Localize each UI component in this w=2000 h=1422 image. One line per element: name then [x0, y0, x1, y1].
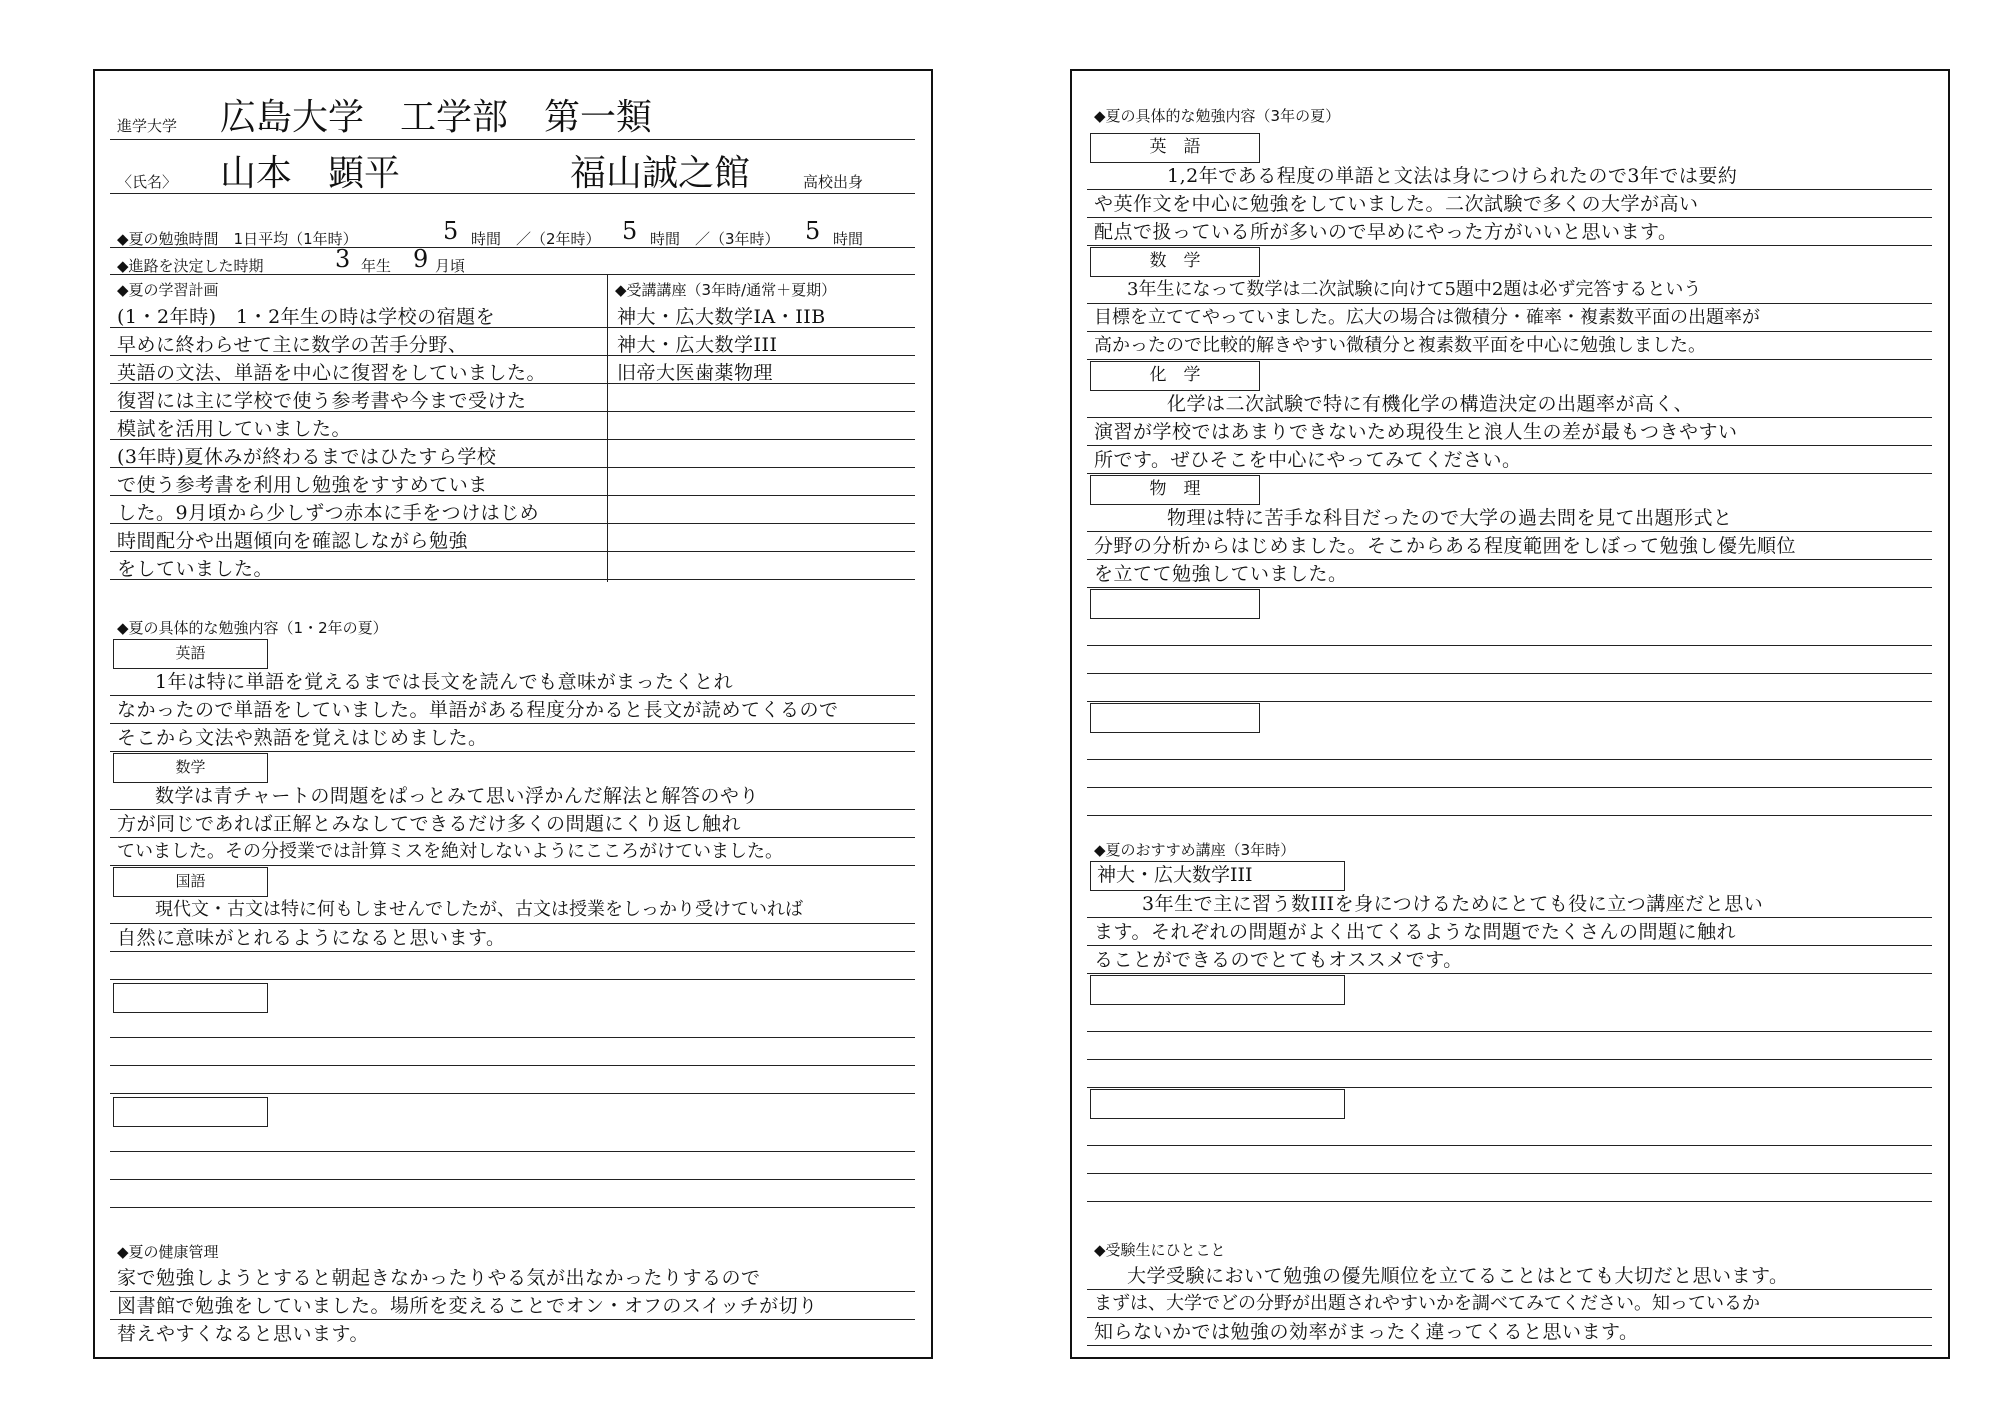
math3-line: 高かったので比較的解きやすい微積分と複素数平面を中心に勉強しました。 — [1094, 335, 1706, 356]
study-time-unit2: 時間 ／（3年時） — [650, 230, 780, 248]
content-rule — [110, 1065, 915, 1066]
course-decision-month-unit: 月頃 — [435, 257, 466, 275]
plan-rule — [110, 327, 915, 328]
course-decision-year: 3 — [335, 245, 351, 273]
english-line: 1年は特に単語を覚えるまでは長文を読んでも意味がまったくとれ — [155, 671, 734, 693]
content-rule — [1087, 1059, 1932, 1060]
subject-box-chemistry: 化 学 — [1090, 361, 1260, 391]
course-item: 神大・広大数学III — [617, 334, 778, 356]
japanese-line: 自然に意味がとれるようになると思います。 — [117, 927, 506, 949]
course-decision-rule — [110, 274, 915, 275]
math-line: 数学は青チャートの問題をぱっとみて思い浮かんだ解法と解答のやり — [155, 785, 759, 807]
content-rule — [1087, 245, 1932, 246]
health-rule — [110, 1319, 915, 1320]
name-value: 山本 顕平 — [220, 153, 401, 194]
content-rule — [1087, 1201, 1932, 1202]
health-line: 図書館で勉強をしていました。場所を変えることでオン・オフのスイッチが切り — [117, 1295, 818, 1317]
physics-line: 分野の分析からはじめました。そこからある程度範囲をしぼって勉強し優先順位 — [1094, 535, 1797, 557]
health-line: 家で勉強しようとすると朝起きなかったりやる気が出なかったりするので — [117, 1267, 761, 1289]
subject-box-math: 数学 — [113, 753, 268, 783]
content-rule — [1087, 217, 1932, 218]
message-line: 大学受験において勉強の優先順位を立てることはとても大切だと思います。 — [1127, 1265, 1789, 1287]
content-rule — [110, 695, 915, 696]
content-rule — [1087, 973, 1932, 974]
content-rule — [110, 837, 915, 838]
left-sheet — [93, 69, 933, 1359]
content-rule — [1087, 815, 1932, 816]
message-label: ◆受験生にひとこと — [1094, 1241, 1226, 1259]
content-rule — [1087, 673, 1932, 674]
content-rule — [1087, 331, 1932, 332]
content-rule — [1087, 1173, 1932, 1174]
chemistry-line: 化学は二次試験で特に有機化学の構造決定の出題率が高く、 — [1167, 393, 1694, 415]
chemistry-line: 所です。ぜひそこを中心にやってみてください。 — [1094, 449, 1522, 471]
study-time-label: ◆夏の勉強時間 1日平均（1年時） — [117, 230, 358, 248]
study-time-unit1: 時間 ／（2年時） — [471, 230, 601, 248]
subject-box-english: 英 語 — [1090, 133, 1260, 163]
content-rule — [110, 723, 915, 724]
study-time-year1: 5 — [443, 217, 459, 245]
plan-divider — [607, 274, 608, 582]
content-rule — [1087, 759, 1932, 760]
content-rule — [1087, 417, 1932, 418]
subject-box-math: 数 学 — [1090, 247, 1260, 277]
content-rule — [110, 1207, 915, 1208]
message-rule — [1087, 1289, 1932, 1290]
summer-plan-line: 英語の文法、単語を中心に復習をしていました。 — [117, 362, 547, 384]
content-rule — [1087, 587, 1932, 588]
subject-box-empty — [113, 983, 268, 1013]
study-time-unit3: 時間 — [833, 230, 864, 248]
content-rule — [110, 951, 915, 952]
content-rule — [1087, 945, 1932, 946]
summer-content-label: ◆夏の具体的な勉強内容（1・2年の夏） — [117, 619, 388, 637]
content-rule — [1087, 701, 1932, 702]
physics-line: を立てて勉強していました。 — [1094, 563, 1348, 585]
subject-box-japanese: 国語 — [113, 867, 268, 897]
university-rule — [110, 139, 915, 140]
health-rule — [110, 1291, 915, 1292]
recommended-box-empty — [1090, 1089, 1345, 1119]
recommended-course-box: 神大・広大数学III — [1090, 861, 1345, 891]
content-rule — [1087, 917, 1932, 918]
subject-box-empty — [113, 1097, 268, 1127]
plan-rule — [110, 355, 915, 356]
english3-line: や英作文を中心に勉強をしていました。二次試験で多くの大学が高い — [1094, 193, 1699, 215]
summer-plan-line: した。9月頃から少しずつ赤本に手をつけはじめ — [117, 502, 540, 524]
course-decision-label: ◆進路を決定した時期 — [117, 257, 264, 275]
content-rule — [110, 1037, 915, 1038]
course-decision-year-unit: 年生 — [361, 257, 392, 275]
physics-line: 物理は特に苦手な科目だったので大学の過去問を見て出題形式と — [1167, 507, 1733, 529]
plan-rule — [110, 439, 915, 440]
summer-plan-line: 早めに終わらせて主に数学の苦手分野、 — [117, 334, 468, 356]
content-rule — [1087, 1031, 1932, 1032]
summer-plan-line: 復習には主に学校で使う参考書や今まで受けた — [117, 390, 527, 412]
plan-rule — [110, 579, 915, 580]
recommended-line: ることができるのでとてもオススメです。 — [1094, 949, 1463, 971]
plan-rule — [110, 523, 915, 524]
plan-rule — [110, 551, 915, 552]
study-time-year3: 5 — [805, 217, 821, 245]
content-rule — [1087, 559, 1932, 560]
math-line: 方が同じであれば正解とみなしてできるだけ多くの問題にくり返し触れ — [117, 813, 742, 835]
japanese-line: 現代文・古文は特に何もしませんでしたが、古文は授業をしっかり受けていれば — [155, 899, 803, 920]
content-rule — [1087, 189, 1932, 190]
summer-plan-line: 時間配分や出題傾向を確認しながら勉強 — [117, 530, 469, 552]
name-rule — [110, 193, 915, 194]
course-item: 旧帝大医歯薬物理 — [617, 362, 774, 384]
content-rule — [1087, 645, 1932, 646]
recommended-label: ◆夏のおすすめ講座（3年時） — [1094, 841, 1296, 859]
content-rule — [110, 1093, 915, 1094]
course-decision-month: 9 — [413, 245, 429, 273]
content-rule — [110, 751, 915, 752]
english3-line: 配点で扱っている所が多いので早めにやった方がいいと思います。 — [1094, 221, 1678, 243]
chemistry-line: 演習が学校ではあまりできないため現役生と浪人生の差が最もつきやすい — [1094, 421, 1738, 443]
recommended-box-empty — [1090, 975, 1345, 1005]
content-rule — [1087, 473, 1932, 474]
subject-box-empty — [1090, 703, 1260, 733]
content-rule — [110, 809, 915, 810]
plan-rule — [110, 467, 915, 468]
content-rule — [1087, 531, 1932, 532]
university-label: 進学大学 — [117, 117, 178, 135]
content-rule — [1087, 1145, 1932, 1146]
subject-box-empty — [1090, 589, 1260, 619]
summer-plan-label: ◆夏の学習計画 — [117, 281, 219, 299]
message-rule — [1087, 1345, 1932, 1346]
plan-rule — [110, 495, 915, 496]
study-time-rule — [110, 247, 915, 248]
study-time-year2: 5 — [622, 217, 638, 245]
content-rule — [110, 865, 915, 866]
content-rule — [1087, 445, 1932, 446]
content-rule — [1087, 359, 1932, 360]
math3-line: 目標を立ててやっていました。広大の場合は微積分・確率・複素数平面の出題率が — [1094, 307, 1760, 328]
name-label: 〈氏名〉 — [117, 173, 178, 191]
english-line: そこから文法や熟語を覚えはじめました。 — [117, 727, 488, 749]
school-value: 福山誠之館 — [570, 153, 751, 194]
message-line: まずは、大学でどの分野が出題されやすいかを調べてみてください。知っているか — [1094, 1293, 1760, 1314]
plan-rule — [110, 383, 915, 384]
plan-rule — [110, 411, 915, 412]
english-line: なかったので単語をしていました。単語がある程度分かると長文が読めてくるので — [117, 699, 839, 721]
summer-plan-line: (1・2年時) 1・2年生の時は学校の宿題を — [117, 306, 496, 328]
courses-label: ◆受講講座（3年時/通常＋夏期） — [615, 281, 837, 299]
recommended-line: 3年生で主に習う数IIIを身につけるためにとても役に立つ講座だと思い — [1142, 893, 1764, 915]
content-rule — [1087, 1087, 1932, 1088]
content-rule — [110, 1151, 915, 1152]
content-rule — [110, 1179, 915, 1180]
content-rule — [1087, 303, 1932, 304]
school-suffix: 高校出身 — [803, 173, 864, 191]
content-rule — [110, 979, 915, 980]
message-rule — [1087, 1317, 1932, 1318]
summer-content-3-label: ◆夏の具体的な勉強内容（3年の夏） — [1094, 107, 1341, 125]
message-line: 知らないかでは勉強の効率がまったく違ってくると思います。 — [1094, 1321, 1639, 1343]
health-line: 替えやすくなると思います。 — [117, 1323, 369, 1345]
subject-box-physics: 物 理 — [1090, 475, 1260, 505]
summer-plan-line: で使う参考書を利用し勉強をすすめていま — [117, 474, 488, 496]
summer-plan-line: 模試を活用していました。 — [117, 418, 352, 440]
subject-box-english: 英語 — [113, 639, 268, 669]
content-rule — [110, 923, 915, 924]
university-value: 広島大学 工学部 第一類 — [220, 97, 653, 138]
english3-line: 1,2年である程度の単語と文法は身につけられたので3年では要約 — [1167, 165, 1738, 187]
content-rule — [1087, 787, 1932, 788]
math-line: ていました。その分授業では計算ミスを絶対しないようにこころがけていました。 — [117, 841, 783, 862]
right-sheet — [1070, 69, 1950, 1359]
health-label: ◆夏の健康管理 — [117, 1243, 219, 1261]
recommended-line: ます。それぞれの問題がよく出てくるような問題でたくさんの問題に触れ — [1094, 921, 1736, 943]
summer-plan-line: をしていました。 — [117, 558, 274, 580]
summer-plan-line: (3年時)夏休みが終わるまではひたすら学校 — [117, 446, 497, 468]
course-item: 神大・広大数学IA・IIB — [617, 306, 826, 328]
math3-line: 3年生になって数学は二次試験に向けて5題中2題は必ず完答するという — [1127, 279, 1702, 300]
